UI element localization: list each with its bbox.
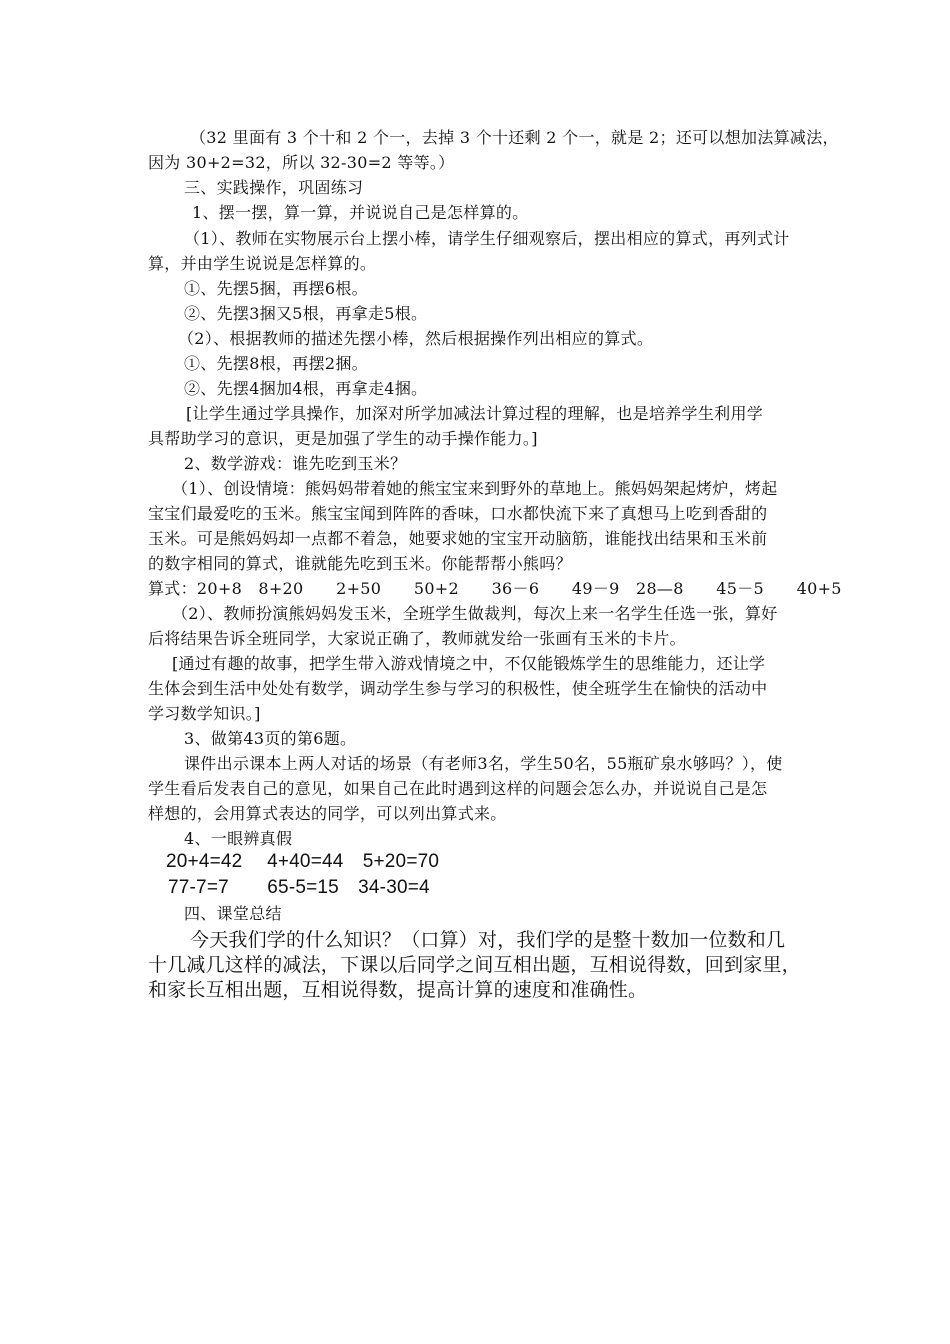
text-line: 宝宝们最爱吃的玉米。熊宝宝闻到阵阵的香味，口水都快流下来了真想马上吃到香甜的 — [148, 504, 768, 523]
text-line: （32 里面有 3 个十和 2 个一，去掉 3 个十还剩 2 个一，就是 2；还可以想加法算减法， — [190, 128, 839, 147]
text-line: ①、先摆8根，再摆2捆。 — [184, 354, 368, 373]
text-line: 样想的，会用算式表达的同学，可以列出算式来。 — [148, 804, 507, 823]
text-line: [让学生通过学具操作，加深对所学加减法计算过程的理解，也是培养学生利用学 — [186, 404, 764, 423]
text-line: （1）、教师在实物展示台上摆小棒，请学生仔细观察后，摆出相应的算式，再列式计 — [184, 229, 790, 248]
text-line: （1）、创设情境：熊妈妈带着她的熊宝宝来到野外的草地上。熊妈妈架起烤炉，烤起 — [172, 479, 778, 498]
formula-list: 算式：20+8 8+20 2+50 50+2 36－6 49－9 28—8 45－5 40+5 — [148, 579, 842, 598]
text-line: 的数字相同的算式，谁就能先吃到玉米。你能帮帮小熊吗？ — [148, 554, 572, 573]
text-line: （2）、根据教师的描述先摆小棒，然后根据操作列出相应的算式。 — [178, 329, 654, 348]
text-line: [通过有趣的故事，把学生带入游戏情境之中，不仅能锻炼学生的思维能力，还让学 — [172, 654, 766, 673]
summary-line: 十几减几这样的减法，下课以后同学之间互相出题，互相说得数，回到家里， — [148, 954, 801, 976]
text-line: ②、先摆3捆又5根，再拿走5根。 — [184, 304, 428, 323]
text-line: 课件出示课本上两人对话的场景（有老师3名，学生50名，55瓶矿泉水够吗？），使 — [184, 754, 783, 773]
text-line: ②、先摆4捆加4根，再拿走4捆。 — [184, 379, 428, 398]
text-line: 具帮助学习的意识，更是加强了学生的动手操作能力。] — [148, 429, 538, 448]
text-line: 后将结果告诉全班同学，大家说正确了，教师就发给一张画有玉米的卡片。 — [148, 629, 686, 648]
text-line: 3、做第43页的第6题。 — [184, 729, 357, 748]
text-line: 生体会到生活中处处有数学，调动学生参与学习的积极性，使全班学生在愉快的活动中 — [148, 679, 768, 698]
text-line: 4、一眼辨真假 — [184, 829, 293, 848]
text-line: 因为 30+2=32，所以 32-30=2 等等。） — [148, 153, 455, 172]
text-line: 2、数学游戏：谁先吃到玉米？ — [184, 454, 407, 473]
section-heading: 四、课堂总结 — [184, 904, 282, 923]
text-line: 算，并由学生说说是怎样算的。 — [148, 254, 377, 273]
text-line: ①、先摆5捆，再摆6根。 — [184, 279, 368, 298]
summary-line: 今天我们学的什么知识？（口算）对，我们学的是整十数加一位数和几 — [190, 929, 786, 951]
equation-row: 20+4=42 4+40=44 5+20=70 — [166, 851, 440, 872]
text-line: 学生看后发表自己的意见，如果自己在此时遇到这样的问题会怎么办，并说说自己是怎 — [148, 779, 768, 798]
text-line: 学习数学知识。] — [148, 704, 261, 723]
text-line: 玉米。可是熊妈妈却一点都不着急，她要求她的宝宝开动脑筋，谁能找出结果和玉米前 — [148, 529, 768, 548]
equation-row: 77-7=7 65-5=15 34-30=4 — [168, 877, 430, 898]
text-line: （2）、教师扮演熊妈妈发玉米，全班学生做裁判，每次上来一名学生任选一张，算好 — [172, 604, 778, 623]
summary-line: 和家长互相出题，互相说得数，提高计算的速度和准确性。 — [148, 979, 648, 1001]
text-line: 1、摆一摆，算一算，并说说自己是怎样算的。 — [192, 203, 529, 222]
section-heading: 三、实践操作，巩固练习 — [184, 178, 364, 197]
